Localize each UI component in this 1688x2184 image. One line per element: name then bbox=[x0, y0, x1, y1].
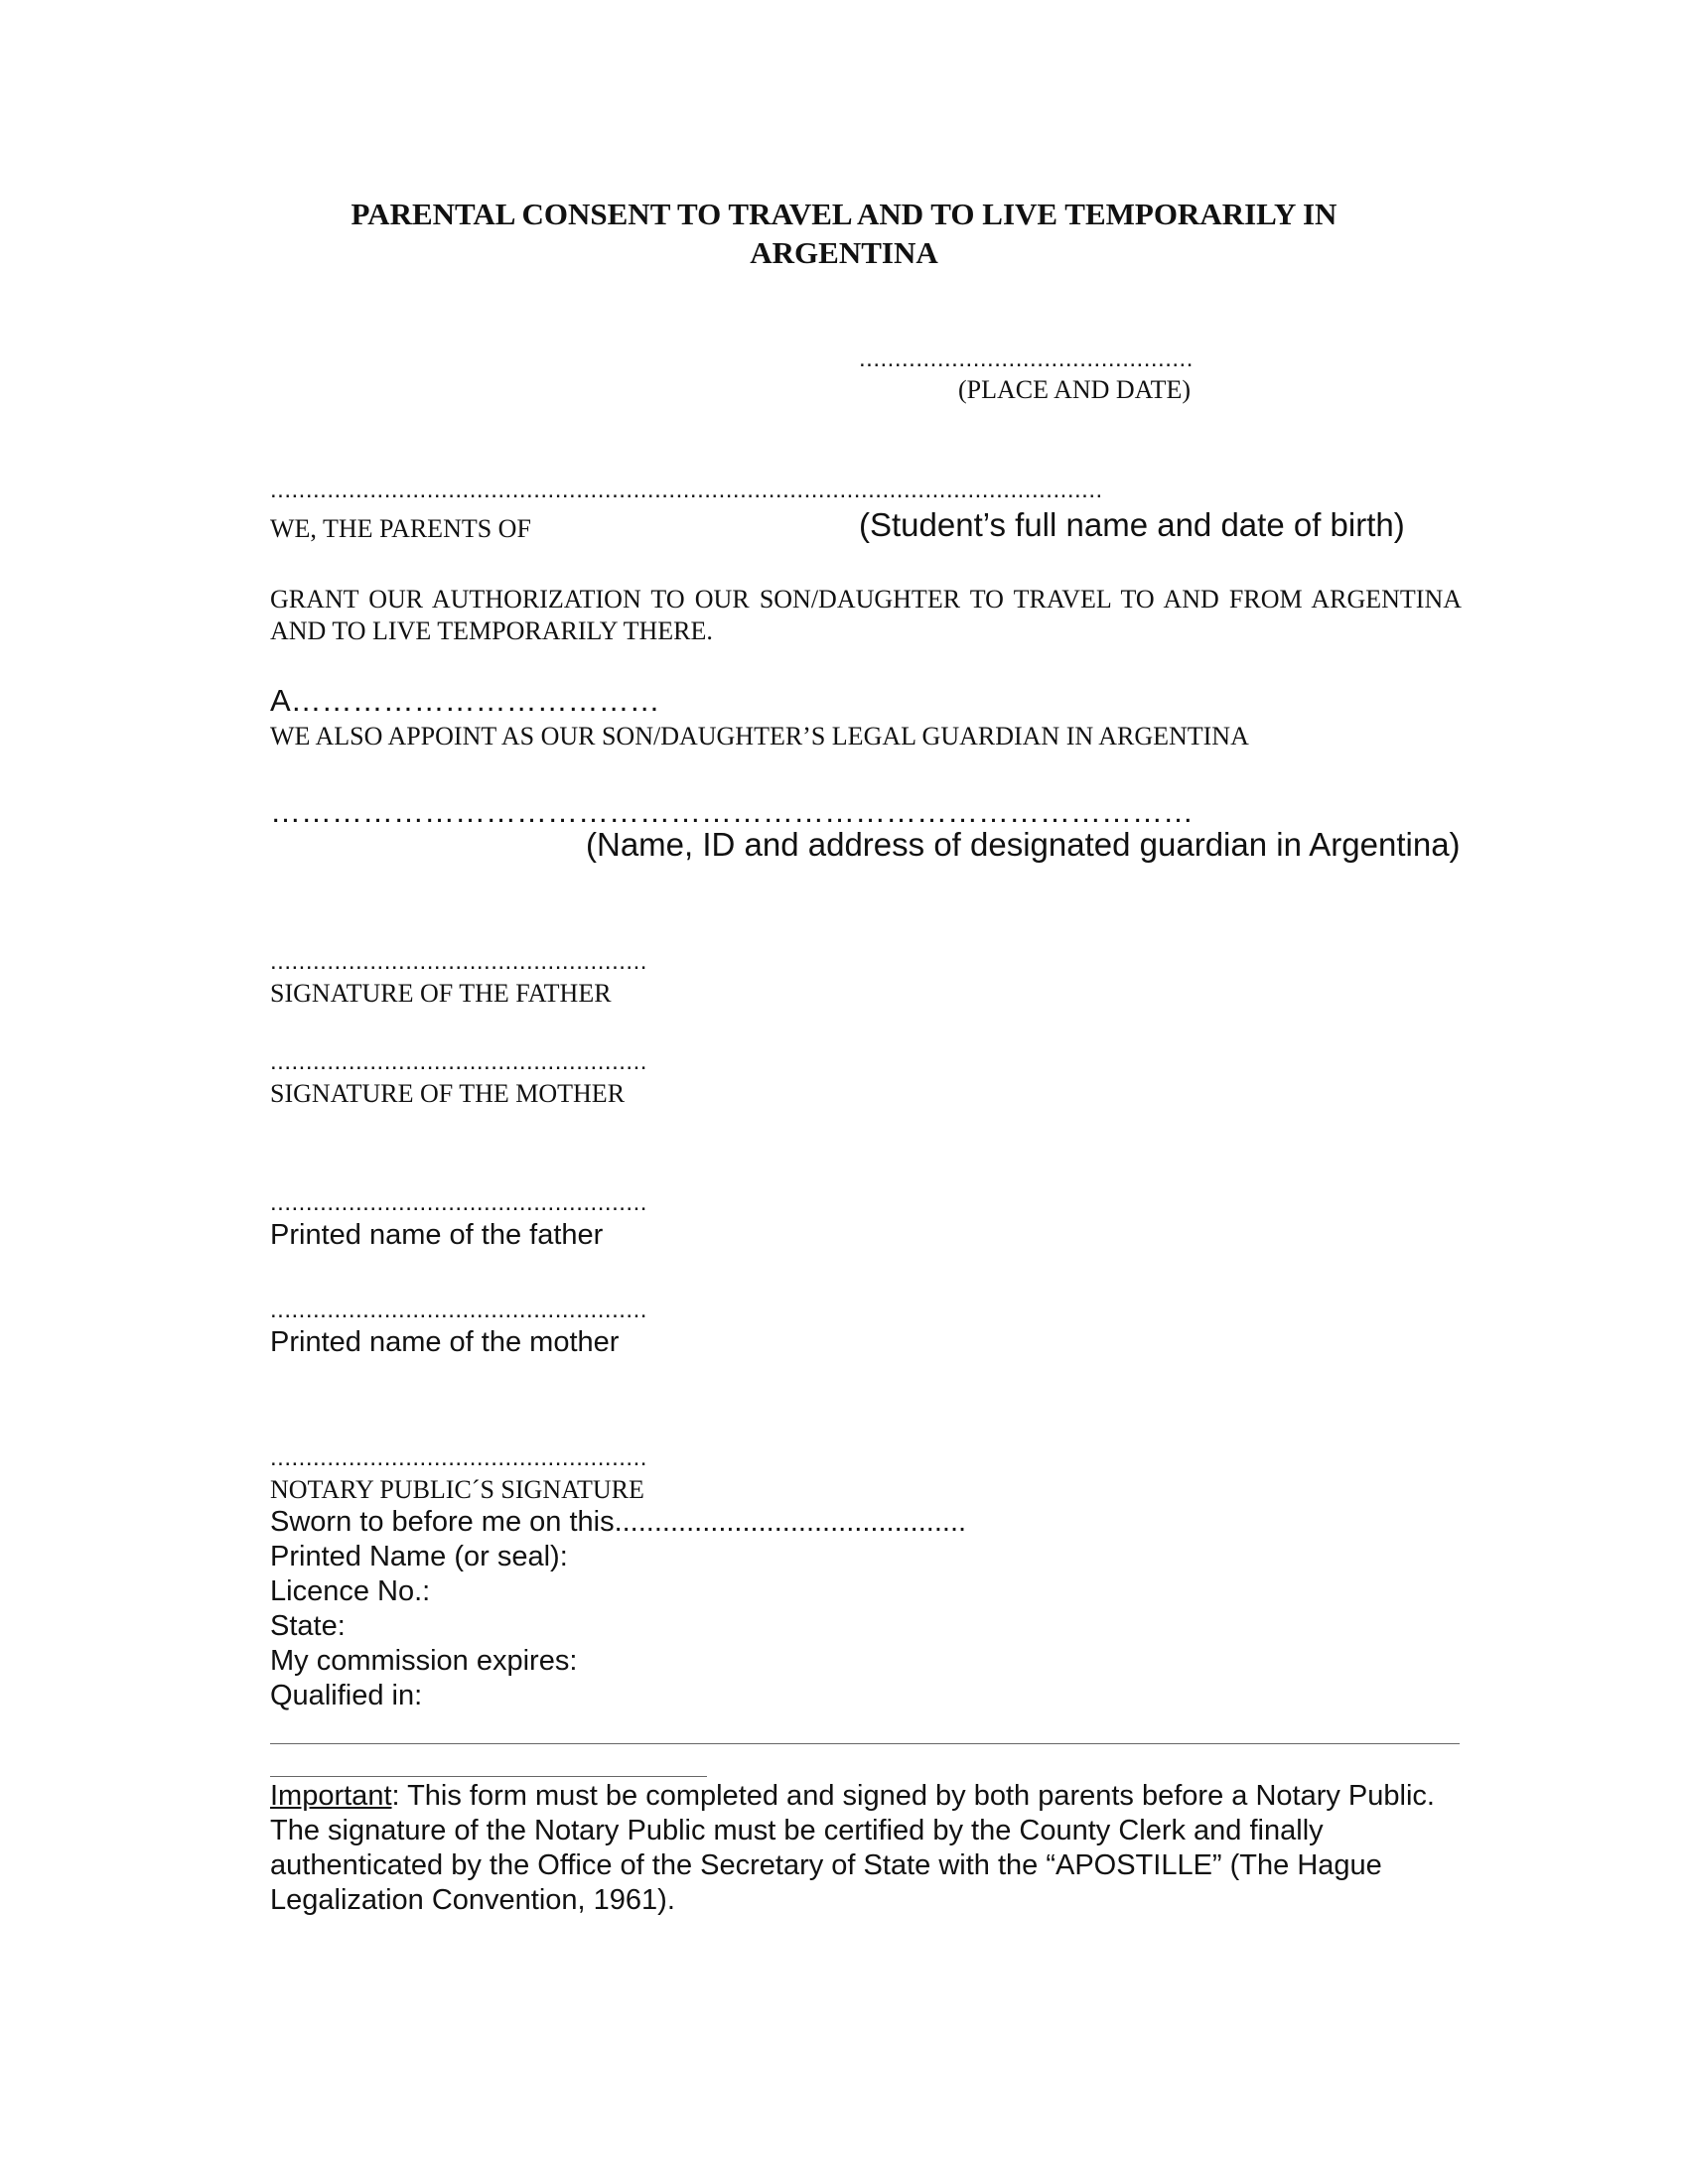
important-text: : This form must be completed and signed by both parents before a Notary Public. The signature of the Notary Public must be certified by the County Clerk and finally authenticated by the Office of the Secretary of State with the “APOSTILLE” (The Hague Legalization Convention, 1961). bbox=[270, 1780, 1435, 1916]
separator-rule bbox=[270, 1743, 1460, 1744]
mother-printed-field: ..................................................... bbox=[270, 1297, 647, 1323]
licence-no-label: Licence No.: bbox=[270, 1575, 431, 1607]
printed-name-seal-label: Printed Name (or seal): bbox=[270, 1541, 568, 1572]
qualified-in-label: Qualified in: bbox=[270, 1680, 423, 1711]
authorization-paragraph: GRANT OUR AUTHORIZATION TO OUR SON/DAUGHTER TO TRAVEL TO AND FROM ARGENTINA AND TO LIVE TEMPORARILY THERE. bbox=[270, 585, 1462, 645]
printed-mother-label: Printed name of the mother bbox=[270, 1326, 620, 1358]
place-date-label: (PLACE AND DATE) bbox=[958, 375, 1191, 404]
notary-signature-label: NOTARY PUBLIC´S SIGNATURE bbox=[270, 1475, 644, 1504]
a-line: A……………………………… bbox=[270, 683, 660, 718]
document-title-line1: PARENTAL CONSENT TO TRAVEL AND TO LIVE TEMPORARILY IN bbox=[351, 197, 1337, 231]
mother-signature-field: ..................................................... bbox=[270, 1048, 647, 1075]
footnote-rule bbox=[270, 1776, 707, 1777]
notary-signature-field: ..................................................... bbox=[270, 1444, 647, 1471]
signature-father-label: SIGNATURE OF THE FATHER bbox=[270, 979, 612, 1008]
guardian-field: ……………………………………………………………………………… bbox=[270, 794, 1194, 829]
we-parents-label: WE, THE PARENTS OF bbox=[270, 514, 531, 543]
place-date-field: ............................................... bbox=[859, 345, 1194, 372]
commission-expires-label: My commission expires: bbox=[270, 1645, 578, 1677]
guardian-label: WE ALSO APPOINT AS OUR SON/DAUGHTER’S LEGAL GUARDIAN IN ARGENTINA bbox=[270, 722, 1249, 751]
document-title-line2: ARGENTINA bbox=[750, 235, 938, 270]
sworn-line: Sworn to before me on this............................................ bbox=[270, 1506, 967, 1538]
father-printed-field: ..................................................... bbox=[270, 1189, 647, 1216]
printed-father-label: Printed name of the father bbox=[270, 1219, 604, 1251]
state-label: State: bbox=[270, 1610, 346, 1642]
father-signature-field: ..................................................... bbox=[270, 948, 647, 975]
important-label: Important bbox=[270, 1780, 392, 1812]
important-note bbox=[270, 1779, 1472, 1918]
guardian-hint: (Name, ID and address of designated guardian in Argentina) bbox=[586, 826, 1461, 863]
student-hint: (Student’s full name and date of birth) bbox=[859, 506, 1405, 543]
signature-mother-label: SIGNATURE OF THE MOTHER bbox=[270, 1079, 626, 1108]
student-name-field: ..................................................................................................................... bbox=[270, 477, 1103, 503]
